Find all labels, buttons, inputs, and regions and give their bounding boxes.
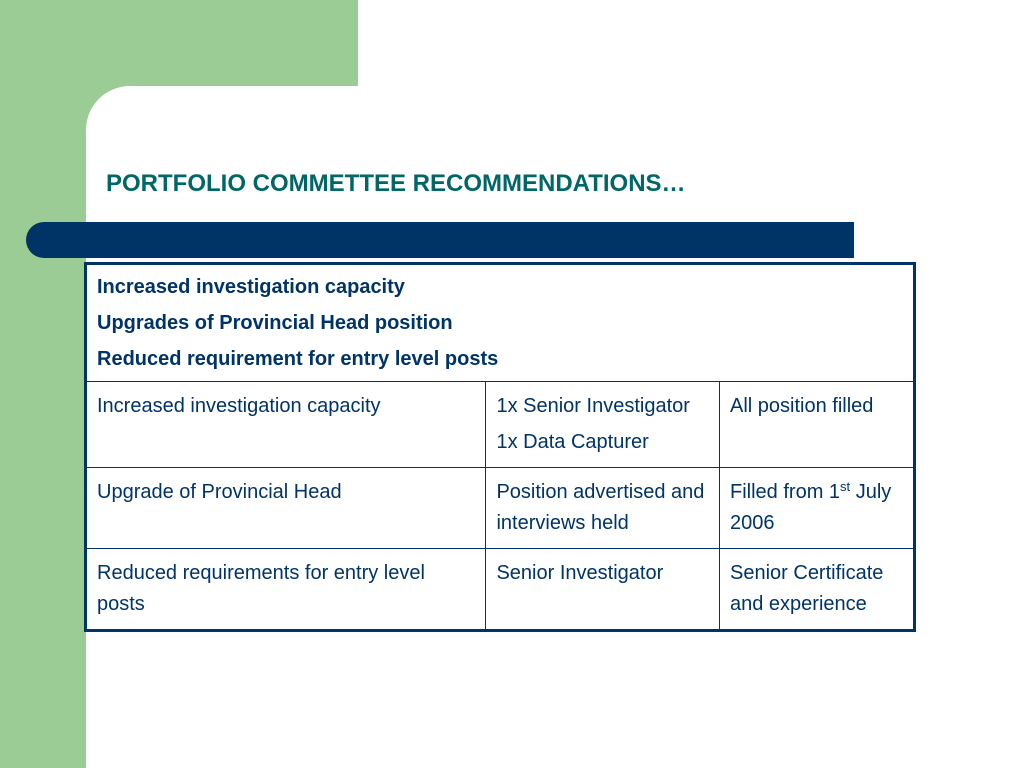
recommendation-cell: Upgrade of Provincial Head (86, 468, 486, 549)
status-prefix: Filled from 1 (730, 481, 841, 503)
ordinal-suffix: st (840, 479, 851, 494)
action-cell (486, 382, 720, 468)
header-line: Reduced requirement for entry level posts (97, 348, 499, 370)
header-line: Upgrades of Provincial Head position (97, 312, 453, 334)
recommendation-cell: Increased investigation capacity (86, 382, 486, 468)
title-underline-bar (26, 222, 854, 258)
status-cell: Senior Certificate and experience (720, 549, 915, 631)
table-header-row (86, 264, 915, 382)
table-row (86, 382, 915, 468)
slide-title: PORTFOLIO COMMETTEE RECOMMENDATIONS… (106, 170, 686, 197)
table-row (86, 468, 915, 549)
header-line: Increased investigation capacity (97, 276, 405, 298)
action-cell: Position advertised and interviews held (486, 468, 720, 549)
status-cell: All position filled (720, 382, 915, 468)
green-side-strip (0, 0, 86, 768)
table-header-cell (86, 264, 915, 382)
table-row (86, 549, 915, 631)
status-suffix: July 2006 (730, 481, 892, 534)
action-line: 1x Senior Investigator (496, 395, 690, 417)
action-cell: Senior Investigator (486, 549, 720, 631)
recommendation-cell: Reduced requirements for entry level posts (86, 549, 486, 631)
status-cell (720, 468, 915, 549)
recommendations-table (84, 262, 916, 632)
action-line: 1x Data Capturer (496, 431, 649, 453)
